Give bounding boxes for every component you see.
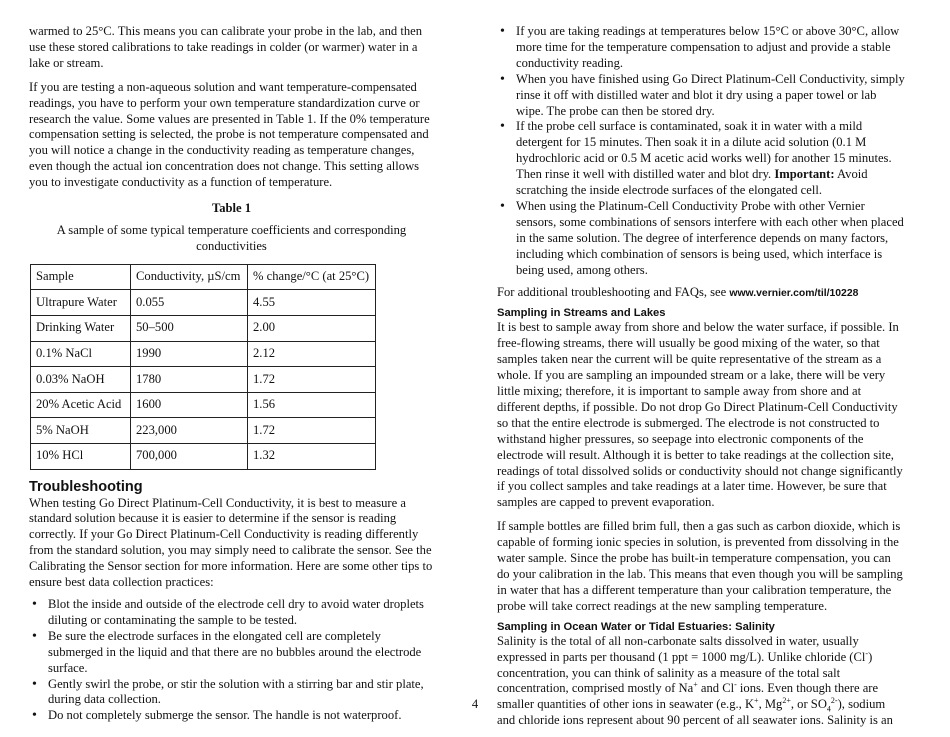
superscript: 2- [830,696,838,706]
table-header-cell: % change/°C (at 25°C) [248,264,376,290]
table-cell: 0.055 [131,290,248,316]
table-cell: Ultrapure Water [31,290,131,316]
faq-link[interactable]: www.vernier.com/til/10228 [729,287,859,299]
intro-paragraph: warmed to 25°C. This means you can calibrate your probe in the lab, and then use these stored calibrations to take readings in colder (or warmer) water in a lake or stream. [29,24,423,70]
list-item: • If you are taking readings at temperatures below 15°C or above 30°C, allow more time for the temperature compensation to adjust and provide a stable conductivity reading. [497,24,905,72]
table-cell: 1.32 [248,443,376,469]
table-caption: Table 1 [211,201,252,216]
list-item: • When using the Platinum-Cell Conductivity Probe with other Vernier sensors, some combinations of sensors interfere with each other when placed in the same solution. The degree of interference depends on many factors, including which combination of sensors is being used, which interface is being used, among others. [497,199,905,279]
tips-list-continued [497,24,905,279]
table-row [31,418,376,444]
table-cell: 0.1% NaCl [31,341,131,367]
table-cell: 1.56 [248,392,376,418]
left-column [29,24,434,724]
streams-paragraph: It is best to sample away from shore and below the water surface, if possible. In free-flowing streams, there will usually be good mixing of the water, so that samples taken near the current will be quite representative of the stream as a whole. If you are sampling an impounded stream or a lake, there will be very little mixing; therefore, it is important to sample away from shore and at different depths, if possible. Do not drop Go Direct Platinum-Cell Conductivity so that the entire electrode is submerged. The electrode is not constructed to withstand higher pressures, so seepage into electronic components of the electrode will result. Although it is better to take readings at the collection site, readings of total dissolved solids or conductivity should not change significantly if you collect samples and take readings at a later time. However, be sure that samples are capped to prevent evaporation. [497,320,903,510]
ocean-text: , Mg [758,697,783,712]
table-cell: Drinking Water [31,315,131,341]
nonaqueous-paragraph: If you are testing a non-aqueous solution and want temperature-compensated readings, you have to perform your own temperature standardization curve or research the value. Some values are presented in Table 1. If the 0% temperature compensation setting is selected, the probe is not temperature compensated and you will notice a change in the conductivity reading as temperature changes, even though the actual ion concentration does not change. This setting allows you to investigate conductivity as a function of temperature. [29,79,430,190]
table-cell: 50–500 [131,315,248,341]
table-cell: 5% NaOH [31,418,131,444]
table-subcaption: A sample of some typical temperature coefficients and corresponding conductivities [56,222,407,253]
table-row [31,290,376,316]
superscript: - [734,680,737,690]
table-row [31,367,376,393]
list-item: • Blot the inside and outside of the electrode cell dry to avoid water droplets diluting or contaminating the sample to be tested. [29,597,434,629]
table-cell: 10% HCl [31,443,131,469]
ocean-text: ) concentration, you can think of salinity as a measure of the total salt concentration, comprised mostly of Na [497,649,873,696]
troubleshooting-paragraph: When testing Go Direct Platinum-Cell Conductivity, it is best to measure a standard solution because it is easier to determine if the sensor is reading correctly. If your Go Direct Platinum-Cell Conductivity is reading differently from the standard solution, you may simply need to calibrate the sensor. See the Calibrating the Sensor section for more information. Here are some other tips to ensure best data collection practices: [29,495,433,590]
superscript: 2+ [782,696,791,706]
table-cell: 700,000 [131,443,248,469]
table-header-row [31,264,376,290]
table-cell: 1.72 [248,367,376,393]
table-header-cell: Sample [31,264,131,290]
table-cell: 2.00 [248,315,376,341]
table-row [31,315,376,341]
ocean-paragraph [497,634,905,729]
ocean-text: , or SO [790,697,827,712]
table-cell: 223,000 [131,418,248,444]
troubleshooting-heading: Troubleshooting [29,478,143,495]
coefficients-table [30,264,376,470]
ocean-text: ), sodium and chloride ions represent about 90 percent of all seawater ions. Salinity is an [497,697,893,728]
table-header-cell: Conductivity, µS/cm [131,264,248,290]
important-label: Important: [774,167,835,182]
table-cell: 2.12 [248,341,376,367]
table-row [31,341,376,367]
right-column [497,24,905,737]
faq-text: For additional troubleshooting and FAQs, see [497,284,727,299]
list-item [497,119,905,199]
list-item: • Gently swirl the probe, or stir the solution with a stirring bar and stir plate, during data collection. [29,677,434,709]
table-cell: 20% Acetic Acid [31,392,131,418]
table-cell: 1990 [131,341,248,367]
bottles-paragraph: If sample bottles are filled brim full, then a gas such as carbon dioxide, which is capable of forming ionic species in solution, is prevented from dissolving in the water sample. Since the probe has built-in temperature compensation, you can do your calibration in the lab. This means that even though you will be sampling in water that has a different temperature than your calibration temperature, the probe will take correct readings at the new sampling temperature. [497,519,903,613]
table-cell: 1600 [131,392,248,418]
table-row [31,443,376,469]
superscript: + [754,696,759,706]
table-row [31,392,376,418]
ocean-text: and Cl [697,681,735,696]
ocean-text: ions. Even though there are smaller quantities of other ions in seawater (e.g., K [497,681,879,712]
table-cell: 1.72 [248,418,376,444]
table-cell: 4.55 [248,290,376,316]
list-item-text: Avoid scratching the inside electrode surfaces of the elongated cell. [516,167,868,198]
superscript: + [693,680,698,690]
table-cell: 0.03% NaOH [31,367,131,393]
table-cell: 1780 [131,367,248,393]
list-item: • When you have finished using Go Direct Platinum-Cell Conductivity, simply rinse it off with distilled water and blot it dry using a paper towel or lab wipe. The probe can then be stored dry. [497,72,905,120]
streams-heading: Sampling in Streams and Lakes [497,307,666,320]
faq-paragraph [497,285,905,302]
list-item: • Do not completely submerge the sensor. The handle is not waterproof. [29,708,434,724]
page-number: 4 [471,697,479,711]
list-item: • Be sure the electrode surfaces in the elongated cell are completely submerged in the liquid and that there are no bubbles around the electrode surface. [29,629,434,677]
ocean-heading: Sampling in Ocean Water or Tidal Estuaries: Salinity [497,620,775,633]
ocean-text: Salinity is the total of all non-carbonate salts dissolved in water, usually expressed in parts per thousand (1 ppt = 1000 mg/L). Unlike chloride (Cl [497,633,866,664]
subscript: 4 [826,704,831,714]
list-item-text: If the probe cell surface is contaminated, soak it in water with a mild detergent for 15 minutes. Then soak it in a dilute acid solution (0.1 M hydrochloric acid or 0.5 M acetic acid works well) for another 15 minutes. Then rinse it well with distilled water and blot dry. [516,119,892,182]
superscript: - [865,648,869,658]
